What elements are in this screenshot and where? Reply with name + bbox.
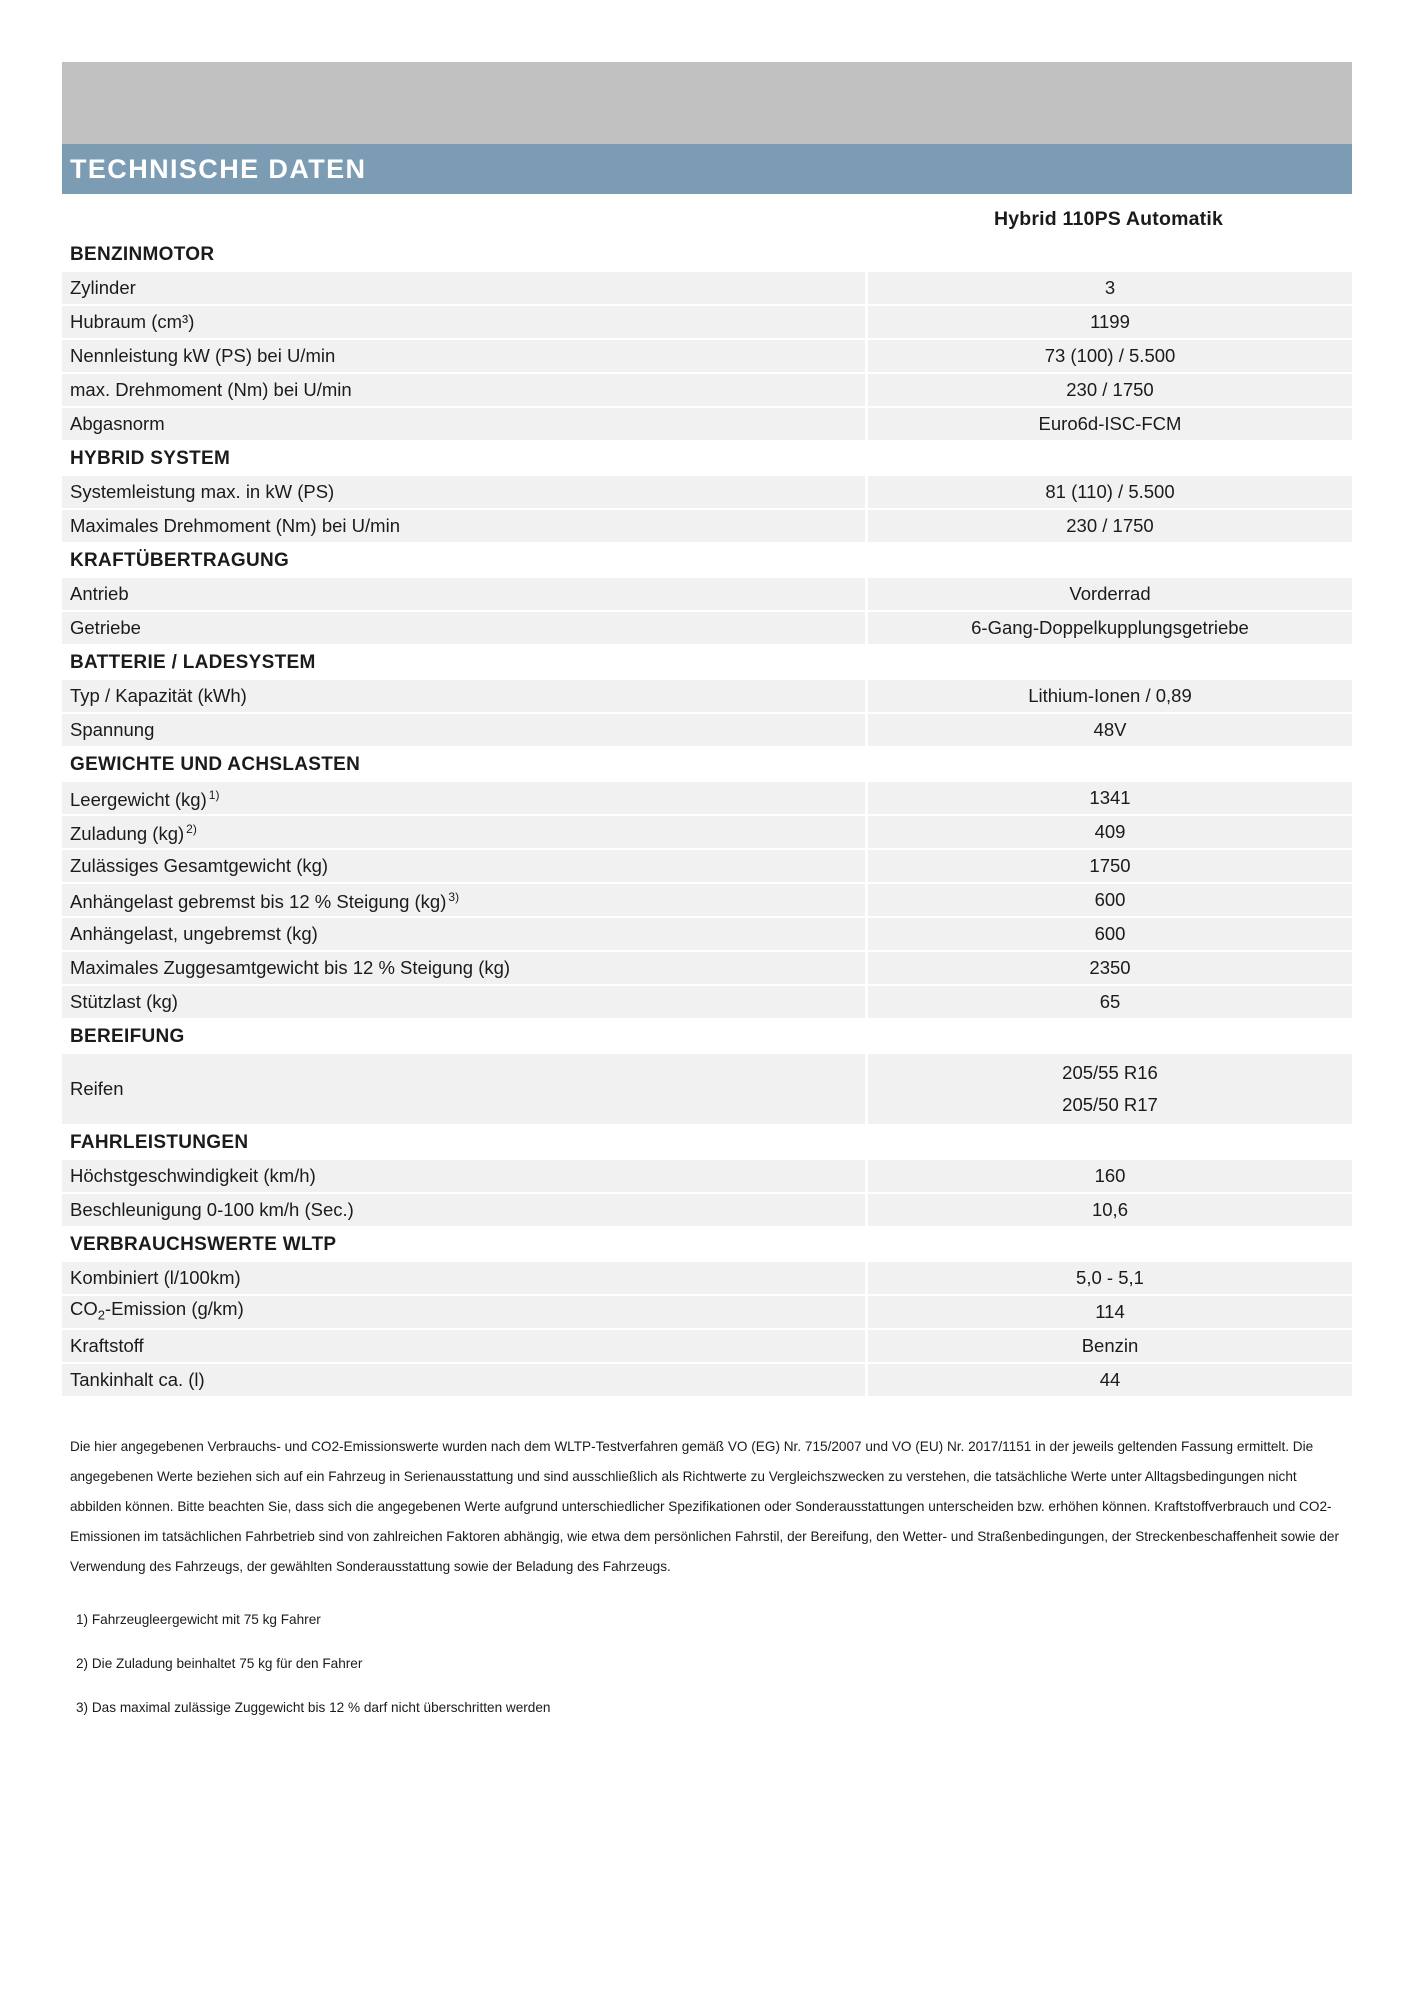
row-label: Kraftstoff <box>70 1335 144 1356</box>
row-value: 2350 <box>865 952 1352 984</box>
row-value: 3 <box>865 272 1352 304</box>
column-header-row <box>62 194 1352 238</box>
table-row <box>62 1330 1352 1364</box>
row-value: 65 <box>865 986 1352 1018</box>
footnote-marker: 3) <box>448 890 460 905</box>
section-heading: BEREIFUNG <box>62 1020 1352 1054</box>
footnote: 1) Fahrzeugleergewicht mit 75 kg Fahrer <box>76 1612 321 1627</box>
row-value: Vorderrad <box>865 578 1352 610</box>
row-value: 73 (100) / 5.500 <box>865 340 1352 372</box>
row-label: Antrieb <box>70 583 129 604</box>
table-row <box>62 1364 1352 1398</box>
table-row <box>62 782 1352 816</box>
row-label: Kombiniert (l/100km) <box>70 1267 241 1288</box>
row-value: 114 <box>865 1296 1352 1328</box>
table-row <box>62 816 1352 850</box>
footnotes-list <box>62 1608 1352 1720</box>
row-value: 1750 <box>865 850 1352 882</box>
row-value: 10,6 <box>865 1194 1352 1226</box>
row-label: Maximales Zuggesamtgewicht bis 12 % Steigung (kg) <box>70 957 511 978</box>
row-label: Zylinder <box>70 277 136 298</box>
row-label: Typ / Kapazität (kWh) <box>70 685 247 706</box>
table-row <box>62 952 1352 986</box>
row-label: Spannung <box>70 719 155 740</box>
row-label: Systemleistung max. in kW (PS) <box>70 481 335 502</box>
table-row <box>62 1194 1352 1228</box>
row-value: 48V <box>865 714 1352 746</box>
table-row <box>62 510 1352 544</box>
row-value: 1199 <box>865 306 1352 338</box>
table-row <box>62 918 1352 952</box>
variant-column-header: Hybrid 110PS Automatik <box>993 207 1224 230</box>
table-row <box>62 1296 1352 1330</box>
row-label: Hubraum (cm³) <box>70 311 195 332</box>
spec-sheet <box>62 62 1352 1740</box>
row-value: 5,0 - 5,1 <box>865 1262 1352 1294</box>
row-value: 230 / 1750 <box>865 374 1352 406</box>
footnote: 3) Das maximal zulässige Zuggewicht bis 12 % darf nicht überschritten werden <box>76 1700 551 1715</box>
row-label: Leergewicht (kg) $^{1)}$ <box>70 788 220 811</box>
section-heading: HYBRID SYSTEM <box>62 442 1352 476</box>
table-row <box>62 1262 1352 1296</box>
table-row <box>62 340 1352 374</box>
row-value: 81 (110) / 5.500 <box>865 476 1352 508</box>
wltp-disclaimer: Die hier angegebenen Verbrauchs- und CO2-Emissionswerte wurden nach dem WLTP-Testverfahren gemäß VO (EG) Nr. 715/2007 und VO (EU) Nr. 2017/1151 in der jeweils geltenden Fassung ermittelt. Die angegebenen Werte beziehen sich auf ein Fahrzeug in Serienausstattung und sind ausschließlich als Richtwerte zu Vergleichszwecken zu verstehen, die tatsächliche Werte unter Alltagsbedingungen nicht abbilden können. Bitte beachten Sie, dass sich die angegebenen Werte aufgrund unterschiedlicher Spezifikationen oder Sonderausstattungen unterscheiden bzw. erhöhen können. Kraftstoffverbrauch und CO2-Emissionen im tatsächlichen Fahrbetrieb sind von zahlreichen Faktoren abhängig, wie etwa dem persönlichen Fahrstil, der Bereifung, den Wetter- und Straßenbedingungen, der Streckenbeschaffenheit sowie der Verwendung des Fahrzeugs, der gewählten Sonderausstattung sowie der Beladung des Fahrzeugs. <box>70 1439 1339 1574</box>
section-heading: GEWICHTE UND ACHSLASTEN <box>62 748 1352 782</box>
row-label: Abgasnorm <box>70 413 165 434</box>
table-row <box>62 306 1352 340</box>
row-label: max. Drehmoment (Nm) bei U/min <box>70 379 352 400</box>
row-label: $CO_2$-Emission (g/km) <box>70 1297 244 1323</box>
table-row <box>62 1054 1352 1126</box>
footnote-marker: 1) <box>208 788 220 803</box>
row-value: 409 <box>865 816 1352 848</box>
row-label: Stützlast (kg) <box>70 991 178 1012</box>
row-value: Lithium-Ionen / 0,89 <box>865 680 1352 712</box>
footnote-marker: 2) <box>186 822 197 837</box>
row-value: 6-Gang-Doppelkupplungsgetriebe <box>865 612 1352 644</box>
table-row <box>62 578 1352 612</box>
section-heading: BENZINMOTOR <box>62 238 1352 272</box>
specifications-table <box>62 238 1352 1398</box>
row-label: Anhängelast, ungebremst (kg) <box>70 923 318 944</box>
row-label: Anhängelast gebremst bis 12 % Steigung (kg) $^{3)}$ <box>70 890 460 913</box>
top-gray-band <box>62 62 1352 144</box>
row-value: 230 / 1750 <box>865 510 1352 542</box>
row-label: Höchstgeschwindigkeit (km/h) <box>70 1165 316 1186</box>
footnote: 2) Die Zuladung beinhaltet 75 kg für den Fahrer <box>76 1656 363 1671</box>
table-row <box>62 612 1352 646</box>
row-value: 600 <box>865 884 1352 916</box>
row-label: Beschleunigung 0-100 km/h (Sec.) <box>70 1199 354 1220</box>
row-value: Benzin <box>865 1330 1352 1362</box>
row-value: 600 <box>865 918 1352 950</box>
row-value-line: 205/55 R16 <box>1062 1062 1158 1083</box>
page-title: TECHNISCHE DATEN <box>70 153 367 184</box>
row-value <box>865 1054 1352 1124</box>
table-row <box>62 986 1352 1020</box>
table-row <box>62 374 1352 408</box>
table-row <box>62 850 1352 884</box>
table-row <box>62 680 1352 714</box>
row-label: Reifen <box>70 1078 124 1099</box>
table-row <box>62 884 1352 918</box>
table-row <box>62 408 1352 442</box>
section-heading: KRAFTÜBERTRAGUNG <box>62 544 1352 578</box>
row-value: 44 <box>865 1364 1352 1396</box>
row-label: Maximales Drehmoment (Nm) bei U/min <box>70 515 400 536</box>
table-row <box>62 476 1352 510</box>
row-label: Tankinhalt ca. (l) <box>70 1369 205 1390</box>
row-label: Nennleistung kW (PS) bei U/min <box>70 345 336 366</box>
table-row <box>62 1160 1352 1194</box>
title-banner <box>62 144 1352 194</box>
row-label: Zulässiges Gesamtgewicht (kg) <box>70 855 329 876</box>
row-value: Euro6d-ISC-FCM <box>865 408 1352 440</box>
row-label: Getriebe <box>70 617 141 638</box>
row-value: 160 <box>865 1160 1352 1192</box>
row-label: Zuladung (kg) $^{2)}$ <box>70 822 197 845</box>
section-heading: VERBRAUCHSWERTE WLTP <box>62 1228 1352 1262</box>
table-row <box>62 714 1352 748</box>
section-heading: BATTERIE / LADESYSTEM <box>62 646 1352 680</box>
row-value-line: 205/50 R17 <box>1062 1094 1158 1115</box>
section-heading: FAHRLEISTUNGEN <box>62 1126 1352 1160</box>
table-row <box>62 272 1352 306</box>
row-value: 1341 <box>865 782 1352 814</box>
